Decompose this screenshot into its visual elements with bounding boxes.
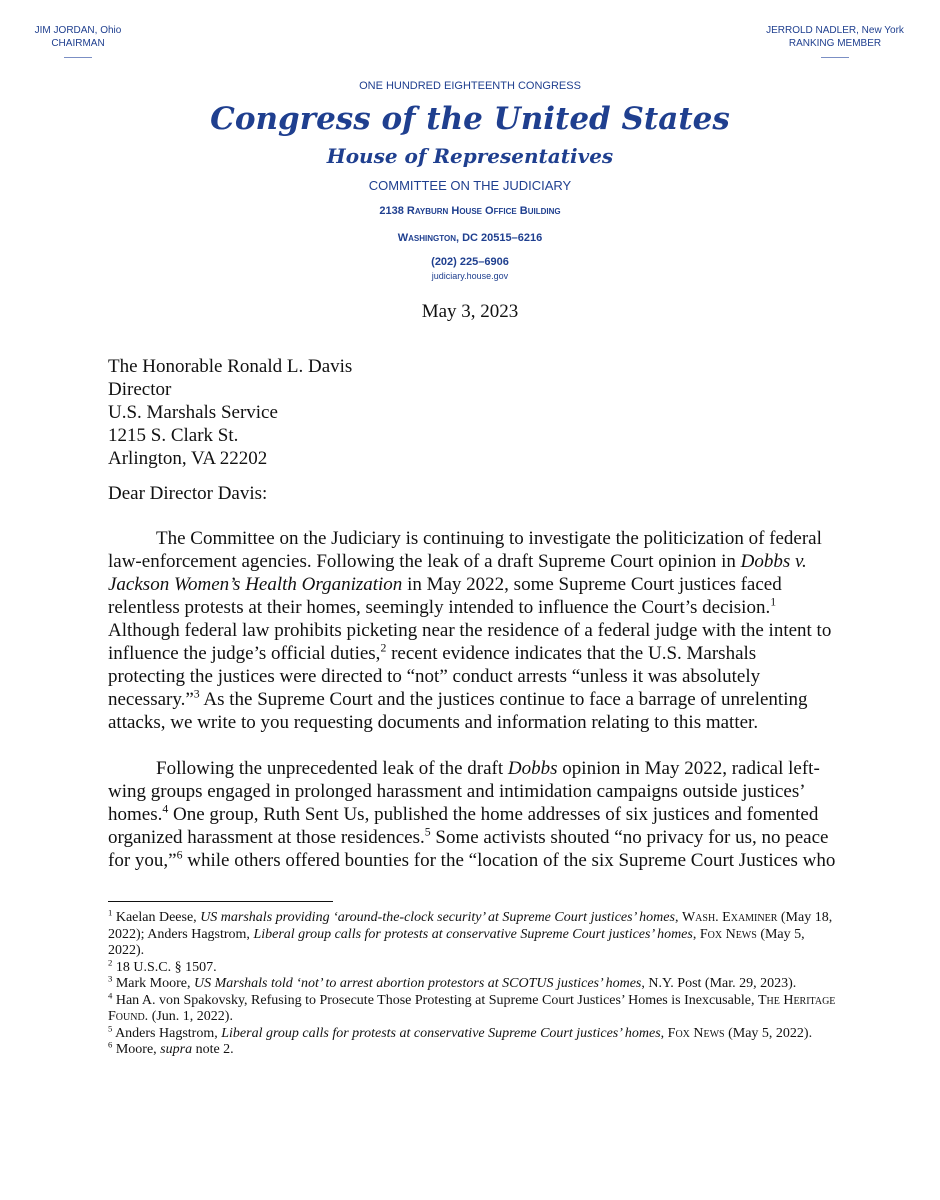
text-run: Although federal law prohibits picketing near the residence of a federal judge with the intent to influence the judge’s official duties, <box>108 620 832 664</box>
text-run: in May 2022, some Supreme Court justices faced relentless protests at their homes, seemingly intended to influence the Court’s decision. <box>108 574 782 618</box>
phone-number: (202) 225–6906 <box>431 256 509 268</box>
ranking-member-divider <box>821 57 849 58</box>
chairman-title: CHAIRMAN <box>51 38 105 49</box>
footnote <box>108 989 836 1026</box>
text-run: Kaelan Deese, <box>112 910 201 925</box>
text-run: , <box>674 910 682 925</box>
letter-body <box>108 527 836 872</box>
body-paragraph <box>108 527 836 734</box>
footnotes <box>108 907 836 1059</box>
letterhead-subtitle: House of Representatives <box>326 144 614 168</box>
text-run: , <box>692 926 700 942</box>
recipient-name: The Honorable Ronald L. Davis <box>108 356 353 377</box>
footnote <box>108 1039 836 1059</box>
text-run: , N.Y. Post (Mar. 29, 2023). <box>641 976 797 991</box>
footnote-marker: 4 <box>108 989 113 1000</box>
small-caps-text: The Heritage Found. <box>108 992 836 1024</box>
footnote-marker: 6 <box>176 848 183 862</box>
footnote <box>108 973 836 993</box>
congress-number: ONE HUNDRED EIGHTEENTH CONGRESS <box>359 80 581 92</box>
text-run: (Jun. 1, 2022). <box>148 1009 233 1024</box>
footnote-marker: 2 <box>108 956 113 967</box>
salutation: Dear Director Davis: <box>108 483 268 504</box>
footnote <box>108 956 836 977</box>
text-run: , <box>660 1025 668 1041</box>
footnote-marker: 2 <box>380 641 387 655</box>
text-run: Mark Moore, <box>112 976 194 991</box>
footnote-marker: 5 <box>108 1022 113 1033</box>
committee-name: COMMITTEE ON THE JUDICIARY <box>368 178 572 193</box>
footnote-marker: 3 <box>108 973 113 984</box>
text-run: opinion in May 2022, radical left-wing groups engaged in prolonged harassment and intimidation campaigns outside justices’ homes. <box>108 758 820 825</box>
small-caps-text: Fox News <box>699 926 757 942</box>
chairman-name: JIM JORDAN, Ohio <box>34 25 122 36</box>
italic-text: Liberal group calls for protests at conservative Supreme Court justices’ homes <box>221 1025 661 1041</box>
text-run: Moore, <box>112 1042 161 1057</box>
italic-text: US marshals providing ‘around-the-clock security’ at Supreme Court justices’ homes <box>200 910 675 925</box>
italic-text: Dobbs <box>507 758 558 779</box>
ranking-member-block <box>750 24 920 58</box>
recipient-title: Director <box>108 379 172 400</box>
text-run: (May 18, 2022); Anders Hagstrom, <box>108 910 833 942</box>
italic-text: Liberal group calls for protests at conservative Supreme Court justices’ homes <box>253 926 693 942</box>
footnote-marker: 1 <box>108 907 113 918</box>
text-run: 18 U.S.C. § 1507. <box>112 959 217 975</box>
recipient-agency: U.S. Marshals Service <box>108 402 278 423</box>
office-address: 2138 Rayburn House Office Building <box>379 205 561 217</box>
text-run: Some activists shouted “no privacy for us, no peace for you,” <box>108 827 829 871</box>
text-run: (May 5, 2022). <box>108 926 805 958</box>
small-caps-text: Fox News <box>667 1025 725 1041</box>
small-caps-text: Wash. Examiner <box>681 910 778 925</box>
text-run: One group, Ruth Sent Us, published the home addresses of six justices and fomented organized harassment at those residences. <box>108 804 819 848</box>
text-run: Anders Hagstrom, <box>112 1025 222 1041</box>
recipient-address <box>108 355 608 470</box>
letter-date: May 3, 2023 <box>421 301 519 322</box>
chairman-divider <box>64 57 92 58</box>
chairman-block <box>28 24 128 58</box>
text-run: As the Supreme Court and the justices continue to face a barrage of unrelenting attacks, we write to you requesting documents and information relating to this matter. <box>108 689 808 733</box>
footnote-divider <box>108 901 333 902</box>
ranking-member-name: JERROLD NADLER, New York <box>766 25 904 36</box>
text-run: (May 5, 2022). <box>724 1025 813 1041</box>
italic-text: US Marshals told ‘not’ to arrest abortion protestors at SCOTUS justices’ homes <box>194 976 642 991</box>
text-run: while others offered bounties for the “location of the six Supreme Court Justices who <box>182 850 836 871</box>
recipient-street: 1215 S. Clark St. <box>108 425 239 446</box>
footnote-marker: 5 <box>424 825 431 839</box>
text-run: The Committee on the Judiciary is continuing to investigate the politicization of federal law-enforcement agencies. Following the leak of a draft Supreme Court opinion in <box>108 528 822 572</box>
ranking-member-title: RANKING MEMBER <box>788 38 882 49</box>
footnote-marker: 1 <box>770 595 777 609</box>
text-run: note 2. <box>192 1042 234 1057</box>
footnote <box>108 1022 836 1043</box>
recipient-city: Arlington, VA 22202 <box>108 448 268 469</box>
letterhead-title: Congress of the United States <box>210 101 730 137</box>
body-paragraph <box>108 757 836 872</box>
footnote-marker: 6 <box>108 1039 113 1050</box>
italic-text: Dobbs v. Jackson Women’s Health Organization <box>108 551 807 595</box>
city-address: Washington, DC 20515–6216 <box>397 232 543 244</box>
text-run: Following the unprecedented leak of the draft <box>156 758 508 779</box>
italic-text: supra <box>160 1042 193 1057</box>
text-run: recent evidence indicates that the U.S. Marshals protecting the justices were directed to “not” conduct arrests “unless it was absolutely necessary.” <box>108 643 761 710</box>
footnote <box>108 907 836 960</box>
footnote-marker: 3 <box>193 687 200 701</box>
text-run: Han A. von Spakovsky, Refusing to Prosecute Those Protesting at Supreme Court Justices’ Homes is Inexcusable, <box>112 992 758 1008</box>
website: judiciary.house.gov <box>431 271 509 281</box>
footnote-marker: 4 <box>162 802 169 816</box>
